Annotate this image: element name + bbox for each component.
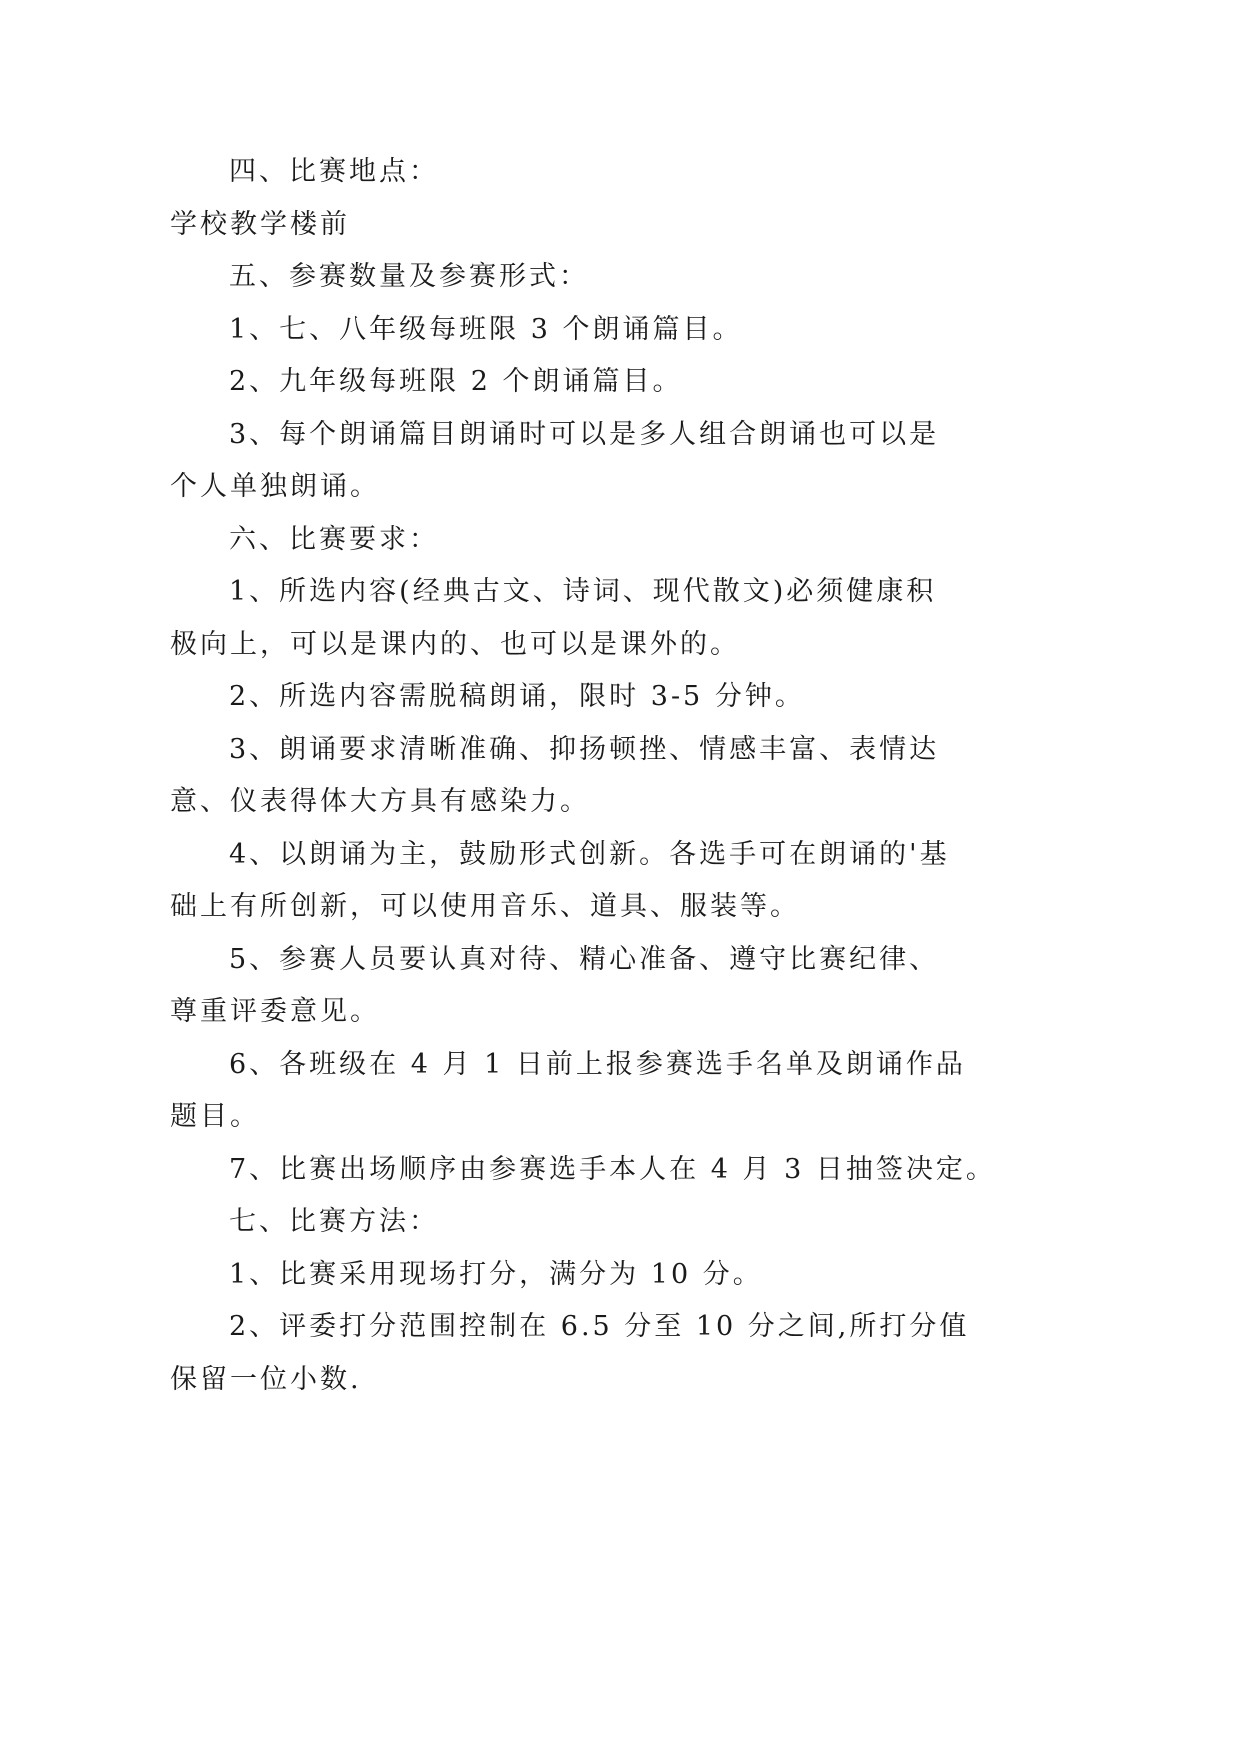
- paragraph-line: 3、每个朗诵篇目朗诵时可以是多人组合朗诵也可以是: [229, 418, 940, 450]
- paragraph-line: 题目。: [170, 1101, 260, 1132]
- paragraph-line: 2、评委打分范围控制在 6.5 分至 10 分之间,所打分值: [229, 1311, 970, 1342]
- paragraph-line: 3、朗诵要求清晰准确、抑扬顿挫、情感丰富、表情达: [229, 733, 940, 765]
- paragraph-line: 六、比赛要求：: [229, 523, 439, 555]
- paragraph-line: 五、参赛数量及参赛形式：: [229, 261, 589, 292]
- paragraph-line: 1、比赛采用现场打分，满分为 10 分。: [229, 1258, 763, 1290]
- paragraph-line: 7、比赛出场顺序由参赛选手本人在 4 月 3 日抽签决定。: [229, 1153, 996, 1185]
- paragraph-line: 2、九年级每班限 2 个朗诵篇目。: [229, 366, 683, 397]
- paragraph-line: 极向上，可以是课内的、也可以是课外的。: [170, 628, 740, 660]
- paragraph-line: 础上有所创新，可以使用音乐、道具、服装等。: [170, 891, 800, 922]
- paragraph-line: 意、仪表得体大方具有感染力。: [170, 786, 590, 817]
- paragraph-line: 1、所选内容(经典古文、诗词、现代散文)必须健康积: [229, 576, 937, 607]
- paragraph-line: 尊重评委意见。: [170, 996, 380, 1027]
- paragraph-line: 七、比赛方法：: [229, 1206, 439, 1237]
- paragraph-line: 学校教学楼前: [170, 208, 350, 240]
- document-body: [170, 146, 996, 1406]
- paragraph-line: 6、各班级在 4 月 1 日前上报参赛选手名单及朗诵作品: [229, 1048, 966, 1080]
- paragraph-line: 个人单独朗诵。: [170, 471, 380, 502]
- paragraph-line: 保留一位小数.: [170, 1363, 362, 1395]
- paragraph-line: 2、所选内容需脱稿朗诵，限时 3-5 分钟。: [229, 681, 805, 712]
- paragraph-line: 四、比赛地点：: [229, 156, 439, 187]
- paragraph-line: 1、七、八年级每班限 3 个朗诵篇目。: [229, 313, 743, 345]
- paragraph-line: 5、参赛人员要认真对待、精心准备、遵守比赛纪律、: [229, 943, 940, 975]
- paragraph-line: 4、以朗诵为主，鼓励形式创新。各选手可在朗诵的'基: [229, 838, 950, 870]
